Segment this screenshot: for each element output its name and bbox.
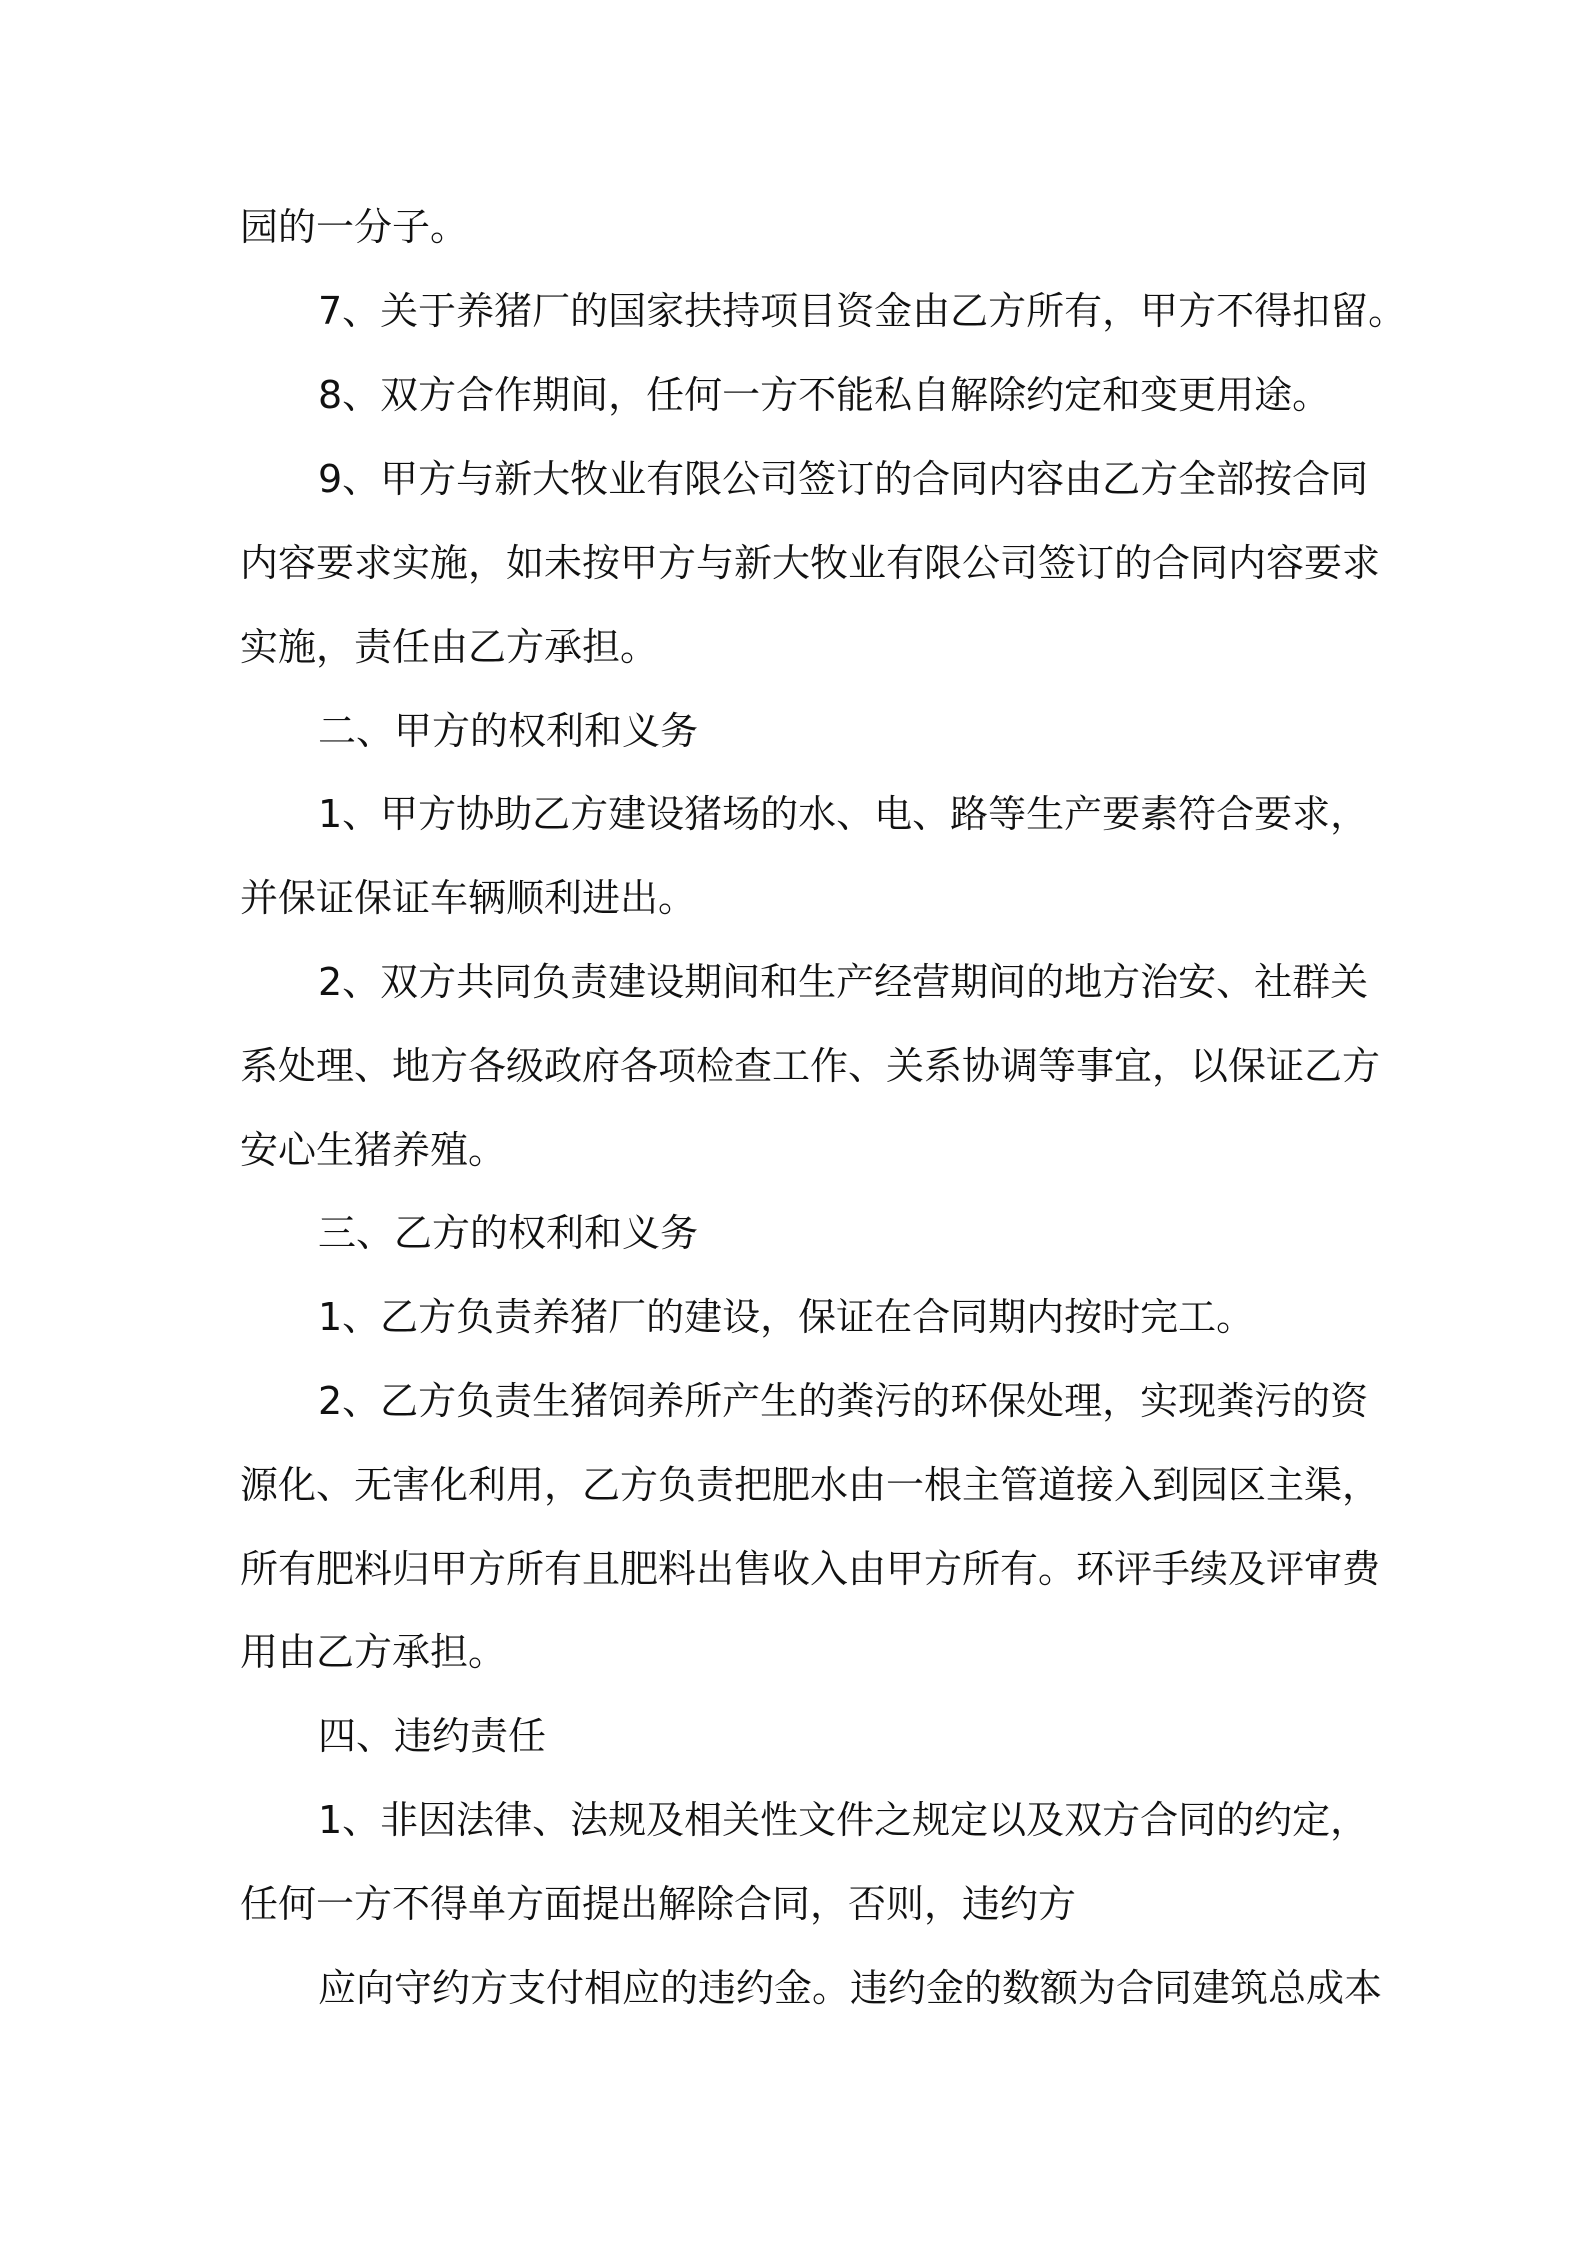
text-line: 应向守约方支付相应的违约金。违约金的数额为合同建筑总成本 [318, 1966, 1383, 2010]
text-line: 安心生猪养殖。 [240, 1128, 507, 1172]
clause-7: 7、关于养猪厂的国家扶持项目资金由乙方所有，甲方不得扣留。 [318, 289, 1407, 333]
clause-2-1: 1、甲方协助乙方建设猪场的水、电、路等生产要素符合要求， [318, 792, 1369, 836]
text-line: 内容要求实施，如未按甲方与新大牧业有限公司签订的合同内容要求 [240, 541, 1381, 585]
text-line: 并保证保证车辆顺利进出。 [240, 876, 697, 920]
clause-4-1: 1、非因法律、法规及相关性文件之规定以及双方合同的约定， [318, 1798, 1369, 1842]
text-line: 用由乙方承担。 [240, 1630, 507, 1674]
text-line: 实施，责任由乙方承担。 [240, 625, 659, 669]
clause-8: 8、双方合作期间，任何一方不能私自解除约定和变更用途。 [318, 373, 1331, 417]
text-line: 园的一分子。 [240, 205, 469, 249]
text-line: 源化、无害化利用，乙方负责把肥水由一根主管道接入到园区主渠， [240, 1463, 1381, 1507]
section-heading-2: 二、甲方的权利和义务 [318, 709, 699, 753]
clause-9: 9、甲方与新大牧业有限公司签订的合同内容由乙方全部按合同 [318, 457, 1369, 501]
clause-2-2: 2、双方共同负责建设期间和生产经营期间的地方治安、社群关 [318, 960, 1369, 1004]
section-heading-4: 四、违约责任 [318, 1714, 547, 1758]
clause-3-2: 2、乙方负责生猪饲养所产生的粪污的环保处理，实现粪污的资 [318, 1379, 1369, 1423]
section-heading-3: 三、乙方的权利和义务 [318, 1211, 699, 1255]
text-line: 系处理、地方各级政府各项检查工作、关系协调等事宜，以保证乙方 [240, 1044, 1381, 1088]
clause-3-1: 1、乙方负责养猪厂的建设，保证在合同期内按时完工。 [318, 1295, 1255, 1339]
text-line: 所有肥料归甲方所有且肥料出售收入由甲方所有。环评手续及评审费 [240, 1547, 1381, 1591]
text-line: 任何一方不得单方面提出解除合同，否则，违约方 [240, 1882, 1077, 1926]
